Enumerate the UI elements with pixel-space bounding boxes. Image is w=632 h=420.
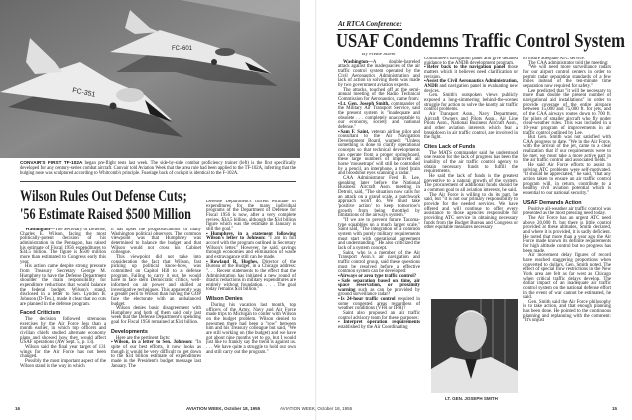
- paragraph: [206, 200, 296, 233]
- right-footer-magazine: AVIATION WEEK, October 18, 1955: [280, 406, 353, 411]
- paragraph-lead: Safe separation based on time, air space reservation, or proximity warning: [338, 278, 420, 293]
- byline: By Preble Staver: [362, 53, 396, 57]
- paragraph-text: commander of the Military Air Transport Service, said the present system is "inadequate and obsolete . . . completely unacceptable to our economy, society and national defense.": [338, 101, 420, 130]
- paragraph-text: Director of the Bureau of the Budget, in a Chicago address: ". . . Recent statements to the effect that the Administration has initiated a new round of drastic reductions in military expenditures are entirely without foundation. . . . The goal today remains $34 billion.": [206, 259, 296, 293]
- paragraph: [111, 341, 201, 369]
- paragraph: [424, 80, 518, 94]
- subheading: Developments: [111, 328, 148, 335]
- paragraph-text: "In spite of our best efforts, it now looks as though it would be very difficult to get down to the $34 billion estimate of expenditures made in the President's budget message last January. The: [111, 340, 201, 369]
- paragraph-text: Gen. Smith's outspoken views publicly exposed a long-simmering behind-the-scenes struggle for action to solve the knotty air traffic control problems.: [424, 93, 518, 113]
- left-footer-magazine: AVIATION WEEK, October 18, 1955: [186, 406, 261, 411]
- paragraph-text: The CAA administrator told the meeting:: [528, 60, 609, 66]
- paragraph-text: such as can be provided by ground surveillance radar?: [338, 287, 420, 298]
- paragraph: [424, 175, 518, 194]
- paragraph: [20, 228, 106, 265]
- paragraph: [111, 307, 201, 326]
- paragraph-lead: Airways or area type traffic control?: [339, 273, 417, 279]
- bullet-icon: ▪: [338, 101, 341, 107]
- caption-lead: CONVAIR'S FIRST TF-102A: [20, 160, 83, 165]
- paragraph: [338, 298, 420, 312]
- subheading: USAF Demands Action: [523, 199, 582, 206]
- paragraph-text: Possibly the most important aspect of the Wilson stand is the way in which: [20, 359, 106, 369]
- paragraph: [206, 304, 296, 355]
- portrait-caption: LT. GEN. JOSEPH SMITH: [445, 396, 498, 401]
- caption-rule: [20, 181, 296, 182]
- caption-text: began pre-flight tests last week. The side-by-side combat proficiency trainer (left) is the first specifically developed for any century-series combat aircraft. Convair told Aviation Week that the area rule had been applied to the TF-102A, inferring that the bulging nose was sculptured according to Whitcomb's principle. Fuselage back of cockpit is identical to the F-102A.: [20, 161, 296, 177]
- jet-photo: [0, 0, 300, 158]
- paragraph-lead: Interpret operation requirements: [343, 320, 420, 326]
- paragraph: [206, 233, 296, 261]
- paragraph-text: it has upset the prognostications of many Washington political observers. The common viewpoint was that Humphrey was determined to balance the budget and that Wilson would not cross his Cabinet colleague.: [111, 228, 201, 256]
- paragraph-text: established by the Air Coordinating: [338, 325, 408, 331]
- left-headline: [20, 188, 191, 224]
- paragraph: [338, 131, 420, 178]
- subheading: Cites Lack of Funds: [424, 143, 476, 150]
- paragraph-lead: Washington—: [25, 228, 55, 232]
- paragraph-text: The Air Force has an urgent ATC need above 20,000 ft. but there is little control provided at these altitudes, Smith declared, and where it is provided, it is sadly deficient. He noted that more than a year ago the Air Force made known its definite requirements for high altitude control but no progress has been made.: [523, 216, 611, 254]
- paragraph: [523, 66, 611, 89]
- right-page-number: 15: [612, 406, 618, 411]
- paragraph: [424, 194, 518, 231]
- paragraph: [424, 152, 518, 175]
- jet-marking: FC-351: [71, 87, 96, 99]
- bullet-icon: ▪: [338, 320, 344, 326]
- paragraph: [424, 94, 518, 113]
- paragraph: [338, 103, 420, 131]
- paragraph: [523, 90, 611, 137]
- paragraph-text: Saint, who is a member of the Air Transport Assn.'s air navigation and traffic control group, said these questions must be resolved before a effective common system can be developed:: [338, 250, 420, 275]
- paragraph-lead: Refer back to the navigation panel: [427, 65, 506, 71]
- bullet-icon: ▪: [338, 278, 342, 284]
- paragraph-text: During his vacation last month, top officers of the Army, Navy and Air Force made trips to Michigan to confer with Wilson on the budget problem. Wilson denied to newsmen there had been a "row" between him and his Treasury colleague but said, "We are still working on (the budget) and we have got about nine months yet to go, but I would just like to frankly say the trend is against us. . . . We have quite a struggle to hold our own and still carry out the program.": [206, 303, 296, 355]
- section-kicker: At RTCA Conference:: [338, 20, 402, 28]
- page-gutter: [315, 0, 317, 420]
- paragraph-text: veteran airline pilot and consultant to the Air Navigation Development Board, warned: "Unless something is done to clarify operational concepts so that technical developments can operate from a proper springboard, these large numbers of improved air horse 'mousetraps' will still be controlled by a pencil, an interphone, a tired brain and bloodshot eyes scanning a radar.": [338, 129, 420, 177]
- paragraph-text: The decision followed strenuous exercises by the Air Force less than a month earlier, in which top officers and civilian chiefs studied alternate economy plans and showed how they would affect USAF operations (AW Sept. 5, p. 13).: [20, 317, 106, 346]
- paragraph: [523, 136, 611, 164]
- paragraph-text: Air Transport Assn., Navy Department, Aircraft Owners and Pilots Assn., Air Line Pilots Assn., National Business Aircraft Assn., and other aviation interests which fear a breakdown in air traffic control, are involved in the fight.: [424, 111, 518, 141]
- paragraph: [424, 66, 518, 80]
- paragraph-lead: Sam F. Saint,: [340, 129, 370, 135]
- paragraph-text: CAA Administrator Fred B. Lee, speaking later before the National Business Aircraft Assn. meeting in Detroit, said, "The situation now calls for an attack on a grand scale, a patchwork approach won't do. We must take 'positive action' to keep tomorrow's growth from being throttled by limitations of the airways system.": [338, 176, 420, 219]
- right-column-3: [523, 57, 611, 398]
- paragraph: [20, 360, 106, 369]
- bullet-icon: ▪: [424, 65, 428, 71]
- paragraph: [206, 261, 296, 294]
- paragraph-text: Wilson said the final year target of 131 wings for the Air Force has not been changed.: [20, 345, 106, 360]
- paragraph-text: The Air Force is willing to do its part, he said, but "it is not our primary responsibility to provide for the needed services. We have offered and will continue to offer every assistance to those agencies responsible for providing ATC service in obtaining necessary funds from the Budget Bureau and Congress or other equitable measures necessary: [424, 192, 518, 231]
- paragraph-text: Lee predicted that "it will be necessary to more than double the present number of navigational aid installations" in order to provide coverage of the entire airspace between 15,000 and 75,000 ft. for jets, and of the CAA airways routes down to 700 ft. for pilots of smaller aircraft who fly under clear-weather rules. This was included in a 10-year program of improvements in air traffic control outlined by Lee.: [523, 88, 611, 136]
- paragraph: [523, 301, 611, 324]
- paragraph-text: "We will need more surveillance radars for our airport control centers in order to permit radar separation standards of a few miles instead of the ten-minute time separation now required for safety.": [523, 65, 611, 89]
- paragraph-text: Wilson denies basic disagreement with Humphrey and both of them said only last week that the Defense Department's spending goal for Fiscal 1956 remained at $34 billion.: [111, 306, 201, 326]
- bullet-icon: ▪: [338, 273, 340, 279]
- paragraph-text: Gen. Smith said the Air Force philosophy is to take action, and that enough planning has been done. He pointed to the continuous planning and replanning with the comment: "It's unjust: [523, 299, 611, 324]
- paragraph-lead: Humphrey, in a statement following Wilson's letter to Johnson:: [206, 231, 296, 242]
- paragraph: [338, 177, 420, 219]
- bullet-icon: ▪: [206, 259, 211, 265]
- paragraph-text: Air movement delay figures of record have reached staggering proportions when converted to dollars, Gen. Smith noted. The effect of special flow restrictions in the New York area are felt as far west as Chicago when critical traffic delays develop. The dollar impact of an inadequate air traffic control system on the national defense effort in the event of war cannot be estimated, he said.: [523, 253, 611, 301]
- paragraph: [523, 254, 611, 301]
- left-headline-line: '56 Estimate Raised $500 Million: [20, 206, 191, 223]
- bullet-icon: ▪: [111, 340, 114, 346]
- paragraph-text: "I am in full accord with the program outlined in Secretary Wilson's letter." However, he said, savings through economies and elimination of waste and extravagance still can be made.: [206, 236, 296, 260]
- bullet-icon: ▪: [338, 129, 341, 135]
- left-page-number: 16: [15, 406, 21, 411]
- paragraph-lead: Lt. Gen. Joseph Smith,: [340, 101, 390, 107]
- paragraph: [338, 219, 420, 252]
- paragraph-text: those matters which it believes need clarification or revision.: [424, 65, 518, 80]
- jet-marking: FC-601: [172, 46, 193, 52]
- paragraph: [111, 228, 201, 256]
- subheading: Faced Criticism: [20, 310, 61, 317]
- paragraph-text: A double-barreled attack against the inadequacies of the air traffic control system operated by the Civil Aeronautics Administration and lack of action in solving them was made by two government aviation experts.: [338, 59, 420, 88]
- subheading: Wilson Denies: [206, 296, 243, 303]
- paragraph-lead: Is 24-hour traffic control: [340, 297, 396, 303]
- paragraph: [20, 265, 106, 307]
- left-column-1: [20, 228, 106, 398]
- paragraph-lead: Wilson, in a letter to Sen. Johnson:: [113, 340, 193, 346]
- left-column-3: [206, 200, 296, 398]
- paragraph: [424, 113, 518, 141]
- paragraph-lead: Washington—: [343, 59, 373, 65]
- right-headline: USAF Condemns Traffic Control System: [336, 30, 625, 52]
- paragraph-text: His action came despite strong pressure from Treasury Secretary George M. Humphrey to have the Defense Department shoulder the main responsibility for expenditure reductions that would balance the federal budget. Wilson's stand, disclosed in a letter to Sen. Lyndon B. Johnson (D-Tex.), made it clear that no cuts are planned in the defense program.: [20, 264, 106, 307]
- paragraph-text: He said the lack of funds is the greatest preventive to a natural growth of the system. The procurement of additional funds should be a common goal to all aviation interests, he said.: [424, 174, 518, 194]
- paragraph: [523, 217, 611, 254]
- paragraph: [338, 321, 420, 330]
- left-column-2: [111, 228, 201, 398]
- paragraph-lead: Assist the Civil Aeronautics Administration, ANDB: [424, 79, 518, 89]
- paragraph-text: The attacks, touched off at the semi-annual meeting of the Radio Technical Commission for Aeronautics, came from:: [338, 87, 420, 102]
- paragraph-text: Committee's navigation panel and give detailed guidance to the ANDB development program.: [424, 57, 518, 66]
- paragraph-text: He said Air Force efforts to assist in solving ATC problems were self-motivated. "It should be appreciated," he said, "that any action taken to ensure an air traffic control program will, in return, contribute to a healthy civil aviation potential which is essential to our national security.": [523, 163, 611, 197]
- paragraph-text: required in some congested areas regardless of weather conditions (VFR or IFR)?: [338, 297, 420, 312]
- paragraph-text: The MATS commander said he understood one reason for the lack of progress has been the inability of the air traffic control agency to obtain necessary funds to fulfill the requirements.: [424, 150, 518, 175]
- paragraph: [20, 318, 106, 346]
- paragraph-text: Positive all-weather air traffic control was presented as the most pressing need today.: [523, 206, 611, 217]
- paragraph-text: This viewpoint did not take into consideration the fact that Wilson, fast picking up political know-how, was committed on Capitol Hill to a defense program. Failing to carry it out, he would have to face stern Democratic critics, well-informed on air power and skilled at investigative techniques. This apparently was a greater peril to Wilson than having the GOP face the electorate with an unbalanced budget.: [111, 254, 201, 307]
- paragraph: [338, 252, 420, 275]
- paragraph: [523, 164, 611, 197]
- portrait-photo: [431, 299, 518, 393]
- left-headline-line: Wilson Rules Out Defense Cuts;: [20, 188, 187, 205]
- paragraph-text: "If we are to prevent future Tacoma-type squabbles on a much larger scale," Saint said, "The integration of a common system with purely military requirements must start with operational agreement and understanding." He also criticized the lack of a system concept.: [338, 217, 420, 251]
- photo-caption: [20, 160, 296, 177]
- paragraph: [111, 256, 201, 307]
- paragraph: [338, 61, 420, 89]
- paragraph-text: The Secretary of Defense, Charles E. Wilson, facing the most politically-potent decision of his administration in the Pentagon, has raised his estimate of Fiscal 1956 expenditures to $34.5 billion. The figure is $500 million more than estimated to Congress early this year.: [20, 228, 106, 265]
- paragraph-text: But Gen. Smith was not satisfied with CAA progress to date. "We in the Air Force, with the arrival of the jet, came to a clear realization that if our requirements were to be met, we must take a more active part in the air traffic control and associated fields.": [523, 135, 611, 164]
- bullet-icon: ▪: [338, 297, 341, 303]
- paragraph-text: Defense Department's current estimate of expenditures for the many individual programs of the Department of Defense for Fiscal 1956 is now, after a very complete review, $34.5 billion, although the $34 billion figure which was the estimate in January is still the goal.": [206, 200, 296, 232]
- paragraph-lead: Rowland R. Hughes,: [210, 259, 259, 265]
- paragraph-text: to insure adequate ATC service.": [523, 57, 588, 61]
- paragraph-text: Saint also proposed an air traffic control advisory team for these purposes:: [338, 311, 420, 321]
- paragraph: [338, 280, 420, 299]
- bullet-icon: ▪: [206, 231, 211, 237]
- paragraph-text: Here are the pertinent facts:: [116, 335, 171, 341]
- paragraph: [20, 346, 106, 360]
- paragraph: [338, 89, 420, 103]
- right-column-2: [424, 57, 518, 295]
- bullet-icon: ▪: [424, 79, 426, 85]
- paragraph-text: and navigation panel in evaluating new devices.: [424, 83, 518, 94]
- right-column-1: [338, 53, 420, 398]
